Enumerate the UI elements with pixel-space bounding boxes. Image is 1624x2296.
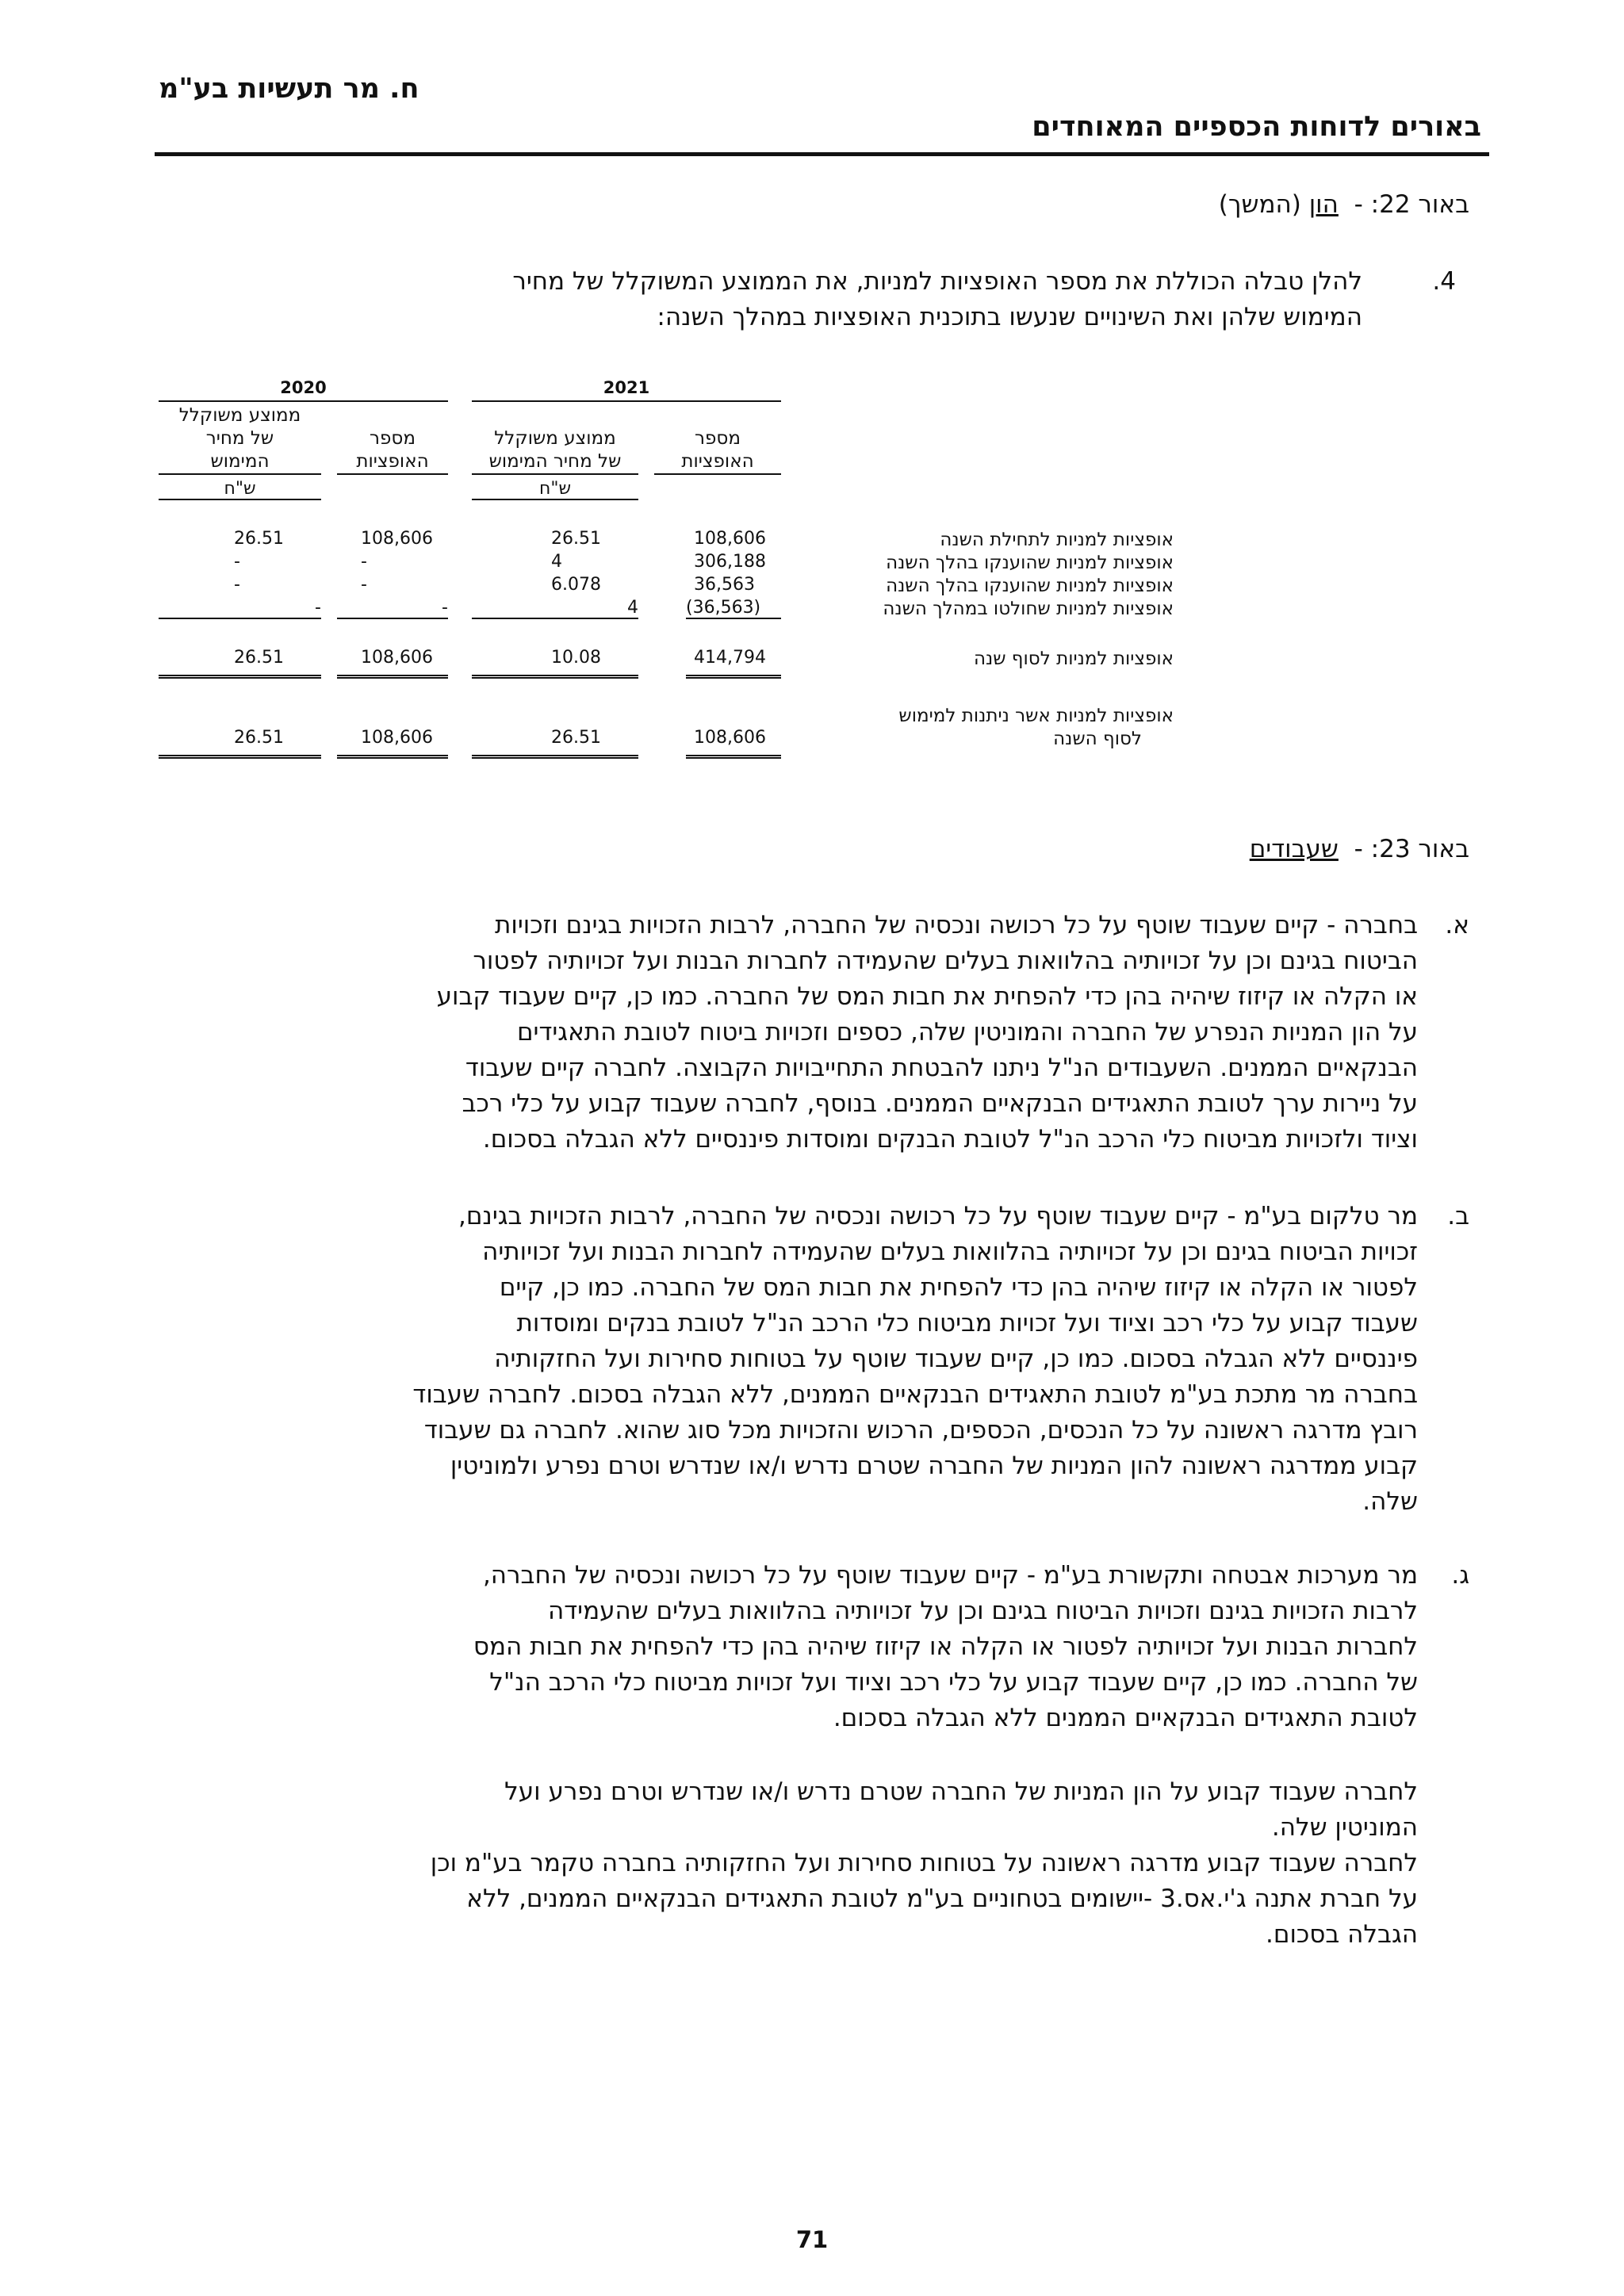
para-line: לרבות הזכויות בגינם וזכויות הביטוח בגינם וכן על זכויותיה בהלוואות בעלים שהעמידה bbox=[547, 1597, 1418, 1625]
row-avg-2020: - bbox=[234, 575, 240, 595]
exercisable-label-line: לסוף השנה bbox=[1053, 729, 1142, 749]
row-avg-2020: - bbox=[159, 598, 321, 619]
ex-count-2021: 108,606 bbox=[694, 728, 766, 748]
currency-2021: ש"ח bbox=[472, 479, 638, 500]
para-c bbox=[157, 1558, 1418, 1736]
row-avg-2021: 4 bbox=[551, 552, 562, 572]
row-label: אופציות למניות שחולטו במהלך השנה bbox=[883, 599, 1174, 619]
options-table bbox=[159, 378, 1174, 759]
para-line: רובץ מדרגה ראשונה על כל הנכסים, הכספים, הרכוש והזכויות מכל סוג שהוא. לחברה גם שעבוד bbox=[423, 1416, 1418, 1445]
note-22-heading bbox=[1219, 190, 1469, 219]
row-count-2021: 108,606 bbox=[694, 529, 766, 549]
para-line: מר מערכות אבטחה ותקשורת בע"מ - קיים שעבוד שוטף על כל רכושה ונכסיה של החברה, bbox=[482, 1561, 1418, 1590]
para-c-number: ג. bbox=[1451, 1561, 1469, 1590]
year-2021-header: 2021 bbox=[472, 378, 781, 402]
row-count-2020: - bbox=[361, 575, 367, 595]
item-intro-line: המימוש שלהן ואת השינויים שנעשו בתוכנית האופציות במהלך השנה: bbox=[657, 303, 1362, 331]
double-rule bbox=[337, 752, 448, 759]
col-header-line: מספר bbox=[370, 428, 416, 449]
para-c-continued bbox=[157, 1774, 1418, 1953]
header-rule bbox=[155, 152, 1489, 156]
double-rule bbox=[472, 672, 638, 679]
row-avg-2021: 6.078 bbox=[551, 575, 601, 595]
end-count-2020: 108,606 bbox=[361, 648, 433, 668]
para-line: הביטוח בגינם וכן על זכויותיה בהלוואות בעלים שהעמידה לחברות הבנות ועל זכויותיה לפטור bbox=[473, 947, 1418, 975]
document-title: באורים לדוחות הכספיים המאוחדים bbox=[1032, 111, 1481, 143]
double-rule bbox=[686, 752, 781, 759]
col-header-line: ממוצע משוקלל bbox=[178, 405, 301, 426]
ex-avg-2020: 26.51 bbox=[234, 728, 284, 748]
col-count-2021 bbox=[654, 427, 781, 475]
ex-count-2020: 108,606 bbox=[361, 728, 433, 748]
col-header-line: מספר bbox=[695, 428, 741, 449]
para-line: המוניטין שלה. bbox=[1271, 1813, 1418, 1842]
company-name: ח. מר תעשיות בע"מ bbox=[159, 73, 419, 105]
row-label: אופציות למניות לתחילת השנה bbox=[940, 530, 1174, 550]
para-line: על ניירות ערך לטובת התאגידים הבנקאיים הממנים. בנוסף, לחברה שעבוד קבוע על כלי רכב bbox=[462, 1089, 1418, 1118]
double-rule bbox=[159, 672, 321, 679]
para-line: לחברה שעבוד קבוע מדרגה ראשונה על בטוחות סחירות ועל החזקותיה בחברה טקמר בע"מ וכן bbox=[430, 1849, 1418, 1877]
col-header-line: האופציות bbox=[654, 450, 781, 475]
para-line: של החברה. כמו כן, קיים שעבוד קבוע על כלי רכב וציוד ועל זכויות מביטוח כלי הרכב הנ"ל bbox=[489, 1668, 1418, 1697]
row-count-2021: (36,563) bbox=[686, 598, 781, 619]
para-line: לחברה שעבוד קבוע על הון המניות של החברה שטרם נדרש ו/או שנדרש וטרם נפרע ועל bbox=[504, 1777, 1418, 1806]
col-avg-2021 bbox=[472, 427, 638, 475]
row-label: אופציות למניות שהוענקו בהלך השנה bbox=[886, 576, 1174, 596]
para-line: בחברה מר מתכת בע"מ לטובת התאגידים הבנקאיים הממנים, ללא הגבלה בסכום. לחברה שעבוד bbox=[412, 1380, 1418, 1409]
end-row-label: אופציות למניות לסוף שנה bbox=[973, 649, 1174, 669]
double-rule bbox=[337, 672, 448, 679]
para-line: פיננסיים ללא הגבלה בסכום. כמו כן, קיים שעבוד שוטף על בטוחות סחירות ועל החזקותיה bbox=[494, 1345, 1418, 1373]
para-b-number: ב. bbox=[1447, 1202, 1469, 1230]
double-rule bbox=[472, 752, 638, 759]
col-count-2020 bbox=[337, 427, 448, 475]
note-23-heading bbox=[1250, 835, 1469, 863]
double-rule bbox=[686, 672, 781, 679]
exercisable-label-line: אופציות למניות אשר ניתנות למימוש bbox=[898, 706, 1174, 726]
para-a-number: א. bbox=[1445, 911, 1469, 939]
para-line: על הון המניות הנפרע של החברה והמוניטין שלה, כספים וזכויות ביטוח לטובת התאגידים bbox=[516, 1018, 1418, 1047]
exercisable-label bbox=[809, 705, 1174, 751]
row-count-2020: 108,606 bbox=[361, 529, 433, 549]
para-line: זכויות הביטוח בגינם וכן על זכויותיה בהלוואות בעלים שהעמידה לחברות הבנות ועל זכויותיה bbox=[482, 1238, 1418, 1266]
note-22-prefix: באור 22: - bbox=[1354, 190, 1469, 219]
para-line: שעבוד קבוע על כלי רכב וציוד ועל זכויות מביטוח כלי הרכב הנ"ל לטובת בנקים ומוסדות bbox=[516, 1309, 1418, 1337]
end-avg-2021: 10.08 bbox=[551, 648, 601, 668]
row-avg-2021: 26.51 bbox=[551, 529, 601, 549]
para-line: שלה. bbox=[1362, 1487, 1418, 1516]
col-header-line: של מחיר bbox=[205, 428, 274, 449]
row-count-2020: - bbox=[337, 598, 448, 619]
row-count-2021: 36,563 bbox=[694, 575, 755, 595]
para-line: מר טלקום בע"מ - קיים שעבוד שוטף על כל רכושה ונכסיה של החברה, לרבות הזכויות בגינם, bbox=[458, 1202, 1418, 1230]
para-line: קבוע ממדרגה ראשונה להון המניות של החברה שטרם נדרש ו/או שנדרש וטרם נפרע ולמוניטין bbox=[450, 1452, 1418, 1480]
para-line: וציוד ולזכויות מביטוח כלי הרכב הנ"ל לטובת הבנקים ומוסדות פיננסיים ללא הגבלה בסכום. bbox=[482, 1125, 1418, 1154]
para-line: הגבלה בסכום. bbox=[1266, 1920, 1418, 1949]
para-line: לפטור או הקלה או קיזוז שיהיה בהן כדי להפחית את חבות המס של החברה. כמו כן, קיים bbox=[499, 1273, 1418, 1302]
item-intro bbox=[387, 264, 1362, 335]
row-avg-2021: 4 bbox=[472, 598, 638, 619]
end-avg-2020: 26.51 bbox=[234, 648, 284, 668]
para-line: או הקלה או קיזוז שיהיה בהן כדי להפחית את חבות המס של החברה. כמו כן, קיים שעבוד קבוע bbox=[436, 982, 1418, 1011]
row-count-2020: - bbox=[361, 552, 367, 572]
para-line: לחברות הבנות ועל זכויותיה לפטור או הקלה או קיזוז שיהיה בהן כדי להפחית את חבות המס bbox=[473, 1632, 1418, 1661]
note-22-suffix: (המשך) bbox=[1218, 190, 1301, 219]
page-number: 71 bbox=[795, 2226, 829, 2253]
double-rule bbox=[159, 752, 321, 759]
currency-2020: ש"ח bbox=[159, 479, 321, 500]
col-header-line: האופציות bbox=[337, 450, 448, 475]
col-header-line: המימוש bbox=[159, 450, 321, 475]
note-22-title: הון bbox=[1308, 190, 1339, 219]
item-number: 4. bbox=[1432, 267, 1456, 296]
ex-avg-2021: 26.51 bbox=[551, 728, 601, 748]
col-avg-2020 bbox=[159, 404, 321, 475]
end-count-2021: 414,794 bbox=[694, 648, 766, 668]
note-23-title: שעבודים bbox=[1249, 835, 1339, 863]
col-header-line: של מחיר המימוש bbox=[472, 450, 638, 475]
row-label: אופציות למניות שהוענקו בהלך השנה bbox=[886, 553, 1174, 573]
col-header-line: ממוצע משוקלל bbox=[494, 428, 616, 449]
row-avg-2020: - bbox=[234, 552, 240, 572]
para-line: בחברה - קיים שעבוד שוטף על כל רכושה ונכסיה של החברה, לרבות הזכויות בגינם וזכויות bbox=[495, 911, 1418, 939]
para-line: הבנקאיים הממנים. השעבודים הנ"ל ניתנו להבטחת התחייבויות הקבוצה. לחברה קיים שעבוד bbox=[465, 1054, 1418, 1082]
para-b bbox=[157, 1199, 1418, 1520]
year-2020-header: 2020 bbox=[159, 378, 448, 402]
para-a bbox=[157, 908, 1418, 1158]
para-line: לטובת התאגידים הבנקאיים הממנים ללא הגבלה בסכום. bbox=[833, 1704, 1418, 1732]
row-avg-2020: 26.51 bbox=[234, 529, 284, 549]
para-line: על חברת אתנה ג'י.אס.3 -יישומים בטחוניים בע"מ לטובת התאגידים הבנקאיים הממנים, ללא bbox=[466, 1885, 1418, 1913]
note-23-prefix: באור 23: - bbox=[1354, 835, 1469, 863]
row-count-2021: 306,188 bbox=[694, 552, 766, 572]
item-intro-line: להלן טבלה הכוללת את מספר האופציות למניות, את הממוצע המשוקלל של מחיר bbox=[512, 267, 1362, 296]
